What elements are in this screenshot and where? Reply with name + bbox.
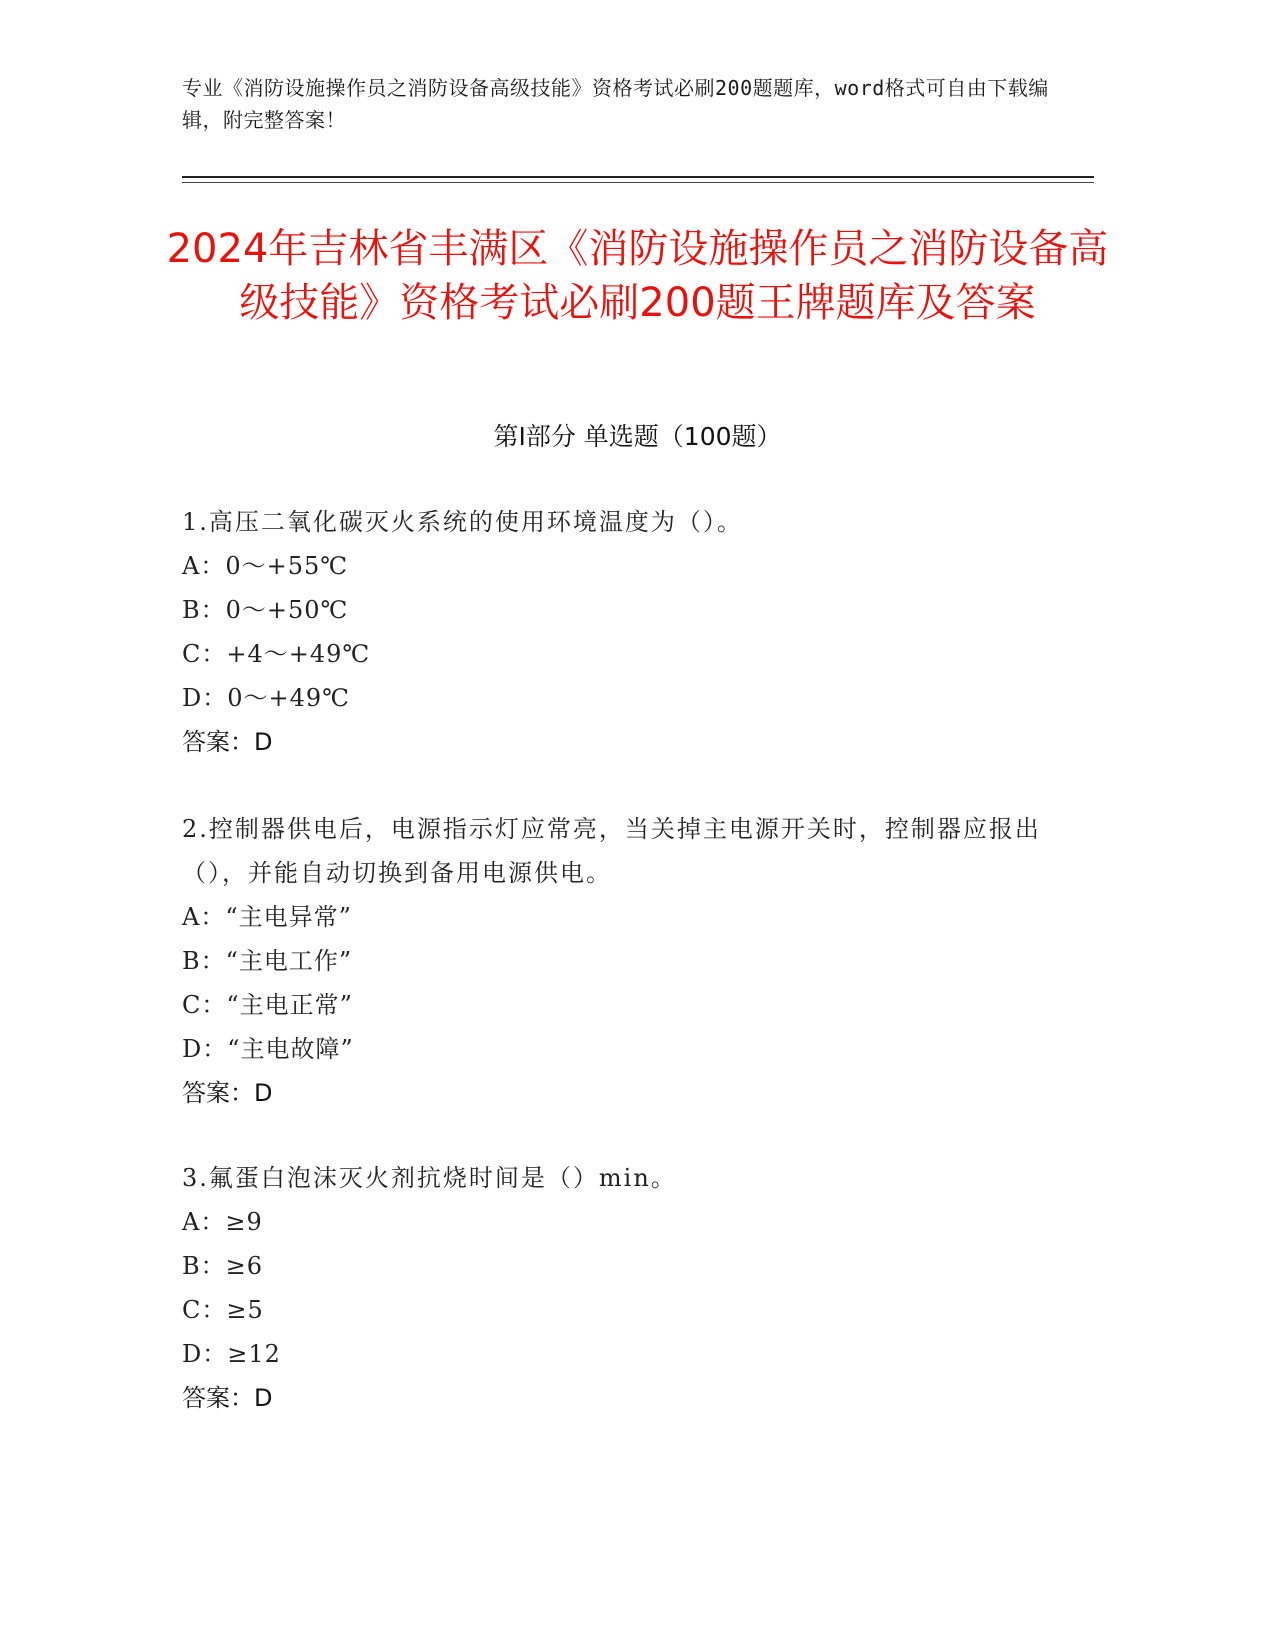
option-b: B：≥6 — [182, 1252, 264, 1280]
answer: 答案：D — [182, 1384, 273, 1412]
answer: 答案：D — [182, 1079, 273, 1107]
question-1 — [182, 500, 1062, 764]
header-note: 专业《消防设施操作员之消防设备高级技能》资格考试必刷200题题库，word格式可自由下载编辑，附完整答案！ — [182, 76, 1049, 132]
question-stem: 2.控制器供电后，电源指示灯应常亮，当关掉主电源开关时，控制器应报出（），并能自动切换到备用电源供电。 — [182, 815, 1041, 887]
option-d: D：“主电故障” — [182, 1035, 354, 1063]
question-stem: 1.高压二氧化碳灭火系统的使用环境温度为（）。 — [182, 508, 743, 536]
question-stem: 3.氟蛋白泡沫灭火剂抗烧时间是（）min。 — [182, 1164, 677, 1192]
answer: 答案：D — [182, 728, 273, 756]
question-2 — [182, 807, 1062, 1115]
option-d: D：≥12 — [182, 1340, 281, 1368]
option-d: D：0～+49℃ — [182, 684, 351, 712]
option-b: B：0～+50℃ — [182, 596, 349, 624]
option-c: C：+4～+49℃ — [182, 640, 371, 668]
option-b: B：“主电工作” — [182, 947, 353, 975]
option-c: C：“主电正常” — [182, 991, 353, 1019]
option-a: A：0～+55℃ — [182, 552, 349, 580]
option-c: C：≥5 — [182, 1296, 264, 1324]
option-a: A：“主电异常” — [182, 903, 352, 931]
question-3 — [182, 1156, 1062, 1420]
document-title: 2024年吉林省丰满区《消防设施操作员之消防设备高级技能》资格考试必刷200题王牌题库及答案 — [166, 226, 1109, 326]
header-divider-thin — [182, 182, 1094, 183]
option-a: A：≥9 — [182, 1208, 263, 1236]
header-divider — [182, 176, 1094, 178]
section-title: 第Ⅰ部分 单选题（100题） — [493, 422, 782, 451]
